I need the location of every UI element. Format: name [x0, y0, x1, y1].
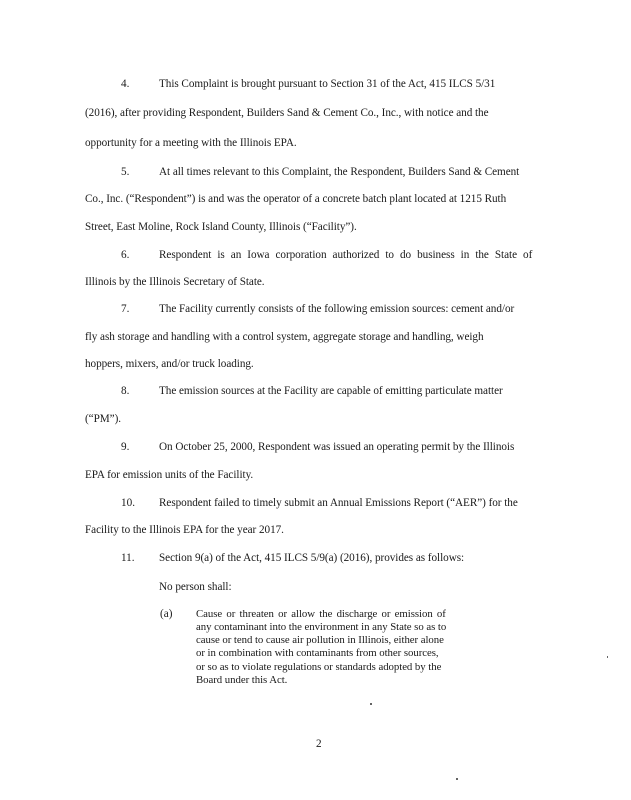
paragraph-number-7: 7. [121, 303, 130, 315]
scan-speck [370, 703, 372, 705]
scan-speck [607, 656, 608, 658]
paragraph-number-10: 10. [121, 497, 135, 509]
paragraph-8-line-1: The emission sources at the Facility are capable of emitting particulate matter [159, 385, 503, 397]
paragraph-number-8: 8. [121, 385, 130, 397]
sub-item-line-5: or so as to violate regulations or standards adopted by the [196, 661, 442, 673]
paragraph-number-11: 11. [121, 552, 135, 564]
paragraph-11-line-2: No person shall: [159, 581, 232, 593]
paragraph-5-line-2: Co., Inc. (“Respondent”) is and was the operator of a concrete batch plant located at 1215 Ruth [85, 193, 507, 205]
sub-item-line-1: Cause or threaten or allow the discharge or emission of [196, 608, 446, 620]
paragraph-number-9: 9. [121, 441, 130, 453]
paragraph-9-line-2: EPA for emission units of the Facility. [85, 469, 254, 481]
paragraph-4-line-1: This Complaint is brought pursuant to Section 31 of the Act, 415 ILCS 5/31 [159, 78, 496, 90]
paragraph-10-line-2: Facility to the Illinois EPA for the year 2017. [85, 524, 284, 536]
paragraph-7-line-3: hoppers, mixers, and/or truck loading. [85, 358, 254, 370]
paragraph-4-line-2: (2016), after providing Respondent, Builders Sand & Cement Co., Inc., with notice and the [85, 107, 489, 119]
paragraph-number-6: 6. [121, 249, 130, 261]
paragraph-10-line-1: Respondent failed to timely submit an Annual Emissions Report (“AER”) for the [159, 497, 518, 509]
paragraph-number-5: 5. [121, 166, 130, 178]
paragraph-6-line-1: Respondent is an Iowa corporation authorized to do business in the State of [159, 249, 533, 261]
paragraph-11-line-1: Section 9(a) of the Act, 415 ILCS 5/9(a) (2016), provides as follows: [159, 552, 465, 564]
scan-speck [456, 778, 458, 780]
paragraph-6-line-2: Illinois by the Illinois Secretary of State. [85, 276, 265, 288]
paragraph-number-4: 4. [121, 78, 130, 90]
sub-item-line-3: cause or tend to cause air pollution in Illinois, either alone [196, 634, 444, 646]
paragraph-8-line-2: (“PM”). [85, 413, 121, 425]
paragraph-7-line-1: The Facility currently consists of the following emission sources: cement and/or [159, 303, 515, 315]
sub-item-label: (a) [160, 608, 173, 620]
page-number: 2 [316, 738, 322, 750]
sub-item-line-6: Board under this Act. [196, 674, 288, 686]
paragraph-7-line-2: fly ash storage and handling with a control system, aggregate storage and handling, weigh [85, 331, 484, 343]
paragraph-5-line-3: Street, East Moline, Rock Island County, Illinois (“Facility”). [85, 221, 357, 233]
sub-item-line-2: any contaminant into the environment in any State so as to [196, 621, 447, 633]
paragraph-4-line-3: opportunity for a meeting with the Illinois EPA. [85, 137, 297, 149]
sub-item-line-4: or in combination with contaminants from other sources, [196, 647, 439, 659]
paragraph-5-line-1: At all times relevant to this Complaint, the Respondent, Builders Sand & Cement [159, 166, 520, 178]
paragraph-9-line-1: On October 25, 2000, Respondent was issued an operating permit by the Illinois [159, 441, 515, 453]
